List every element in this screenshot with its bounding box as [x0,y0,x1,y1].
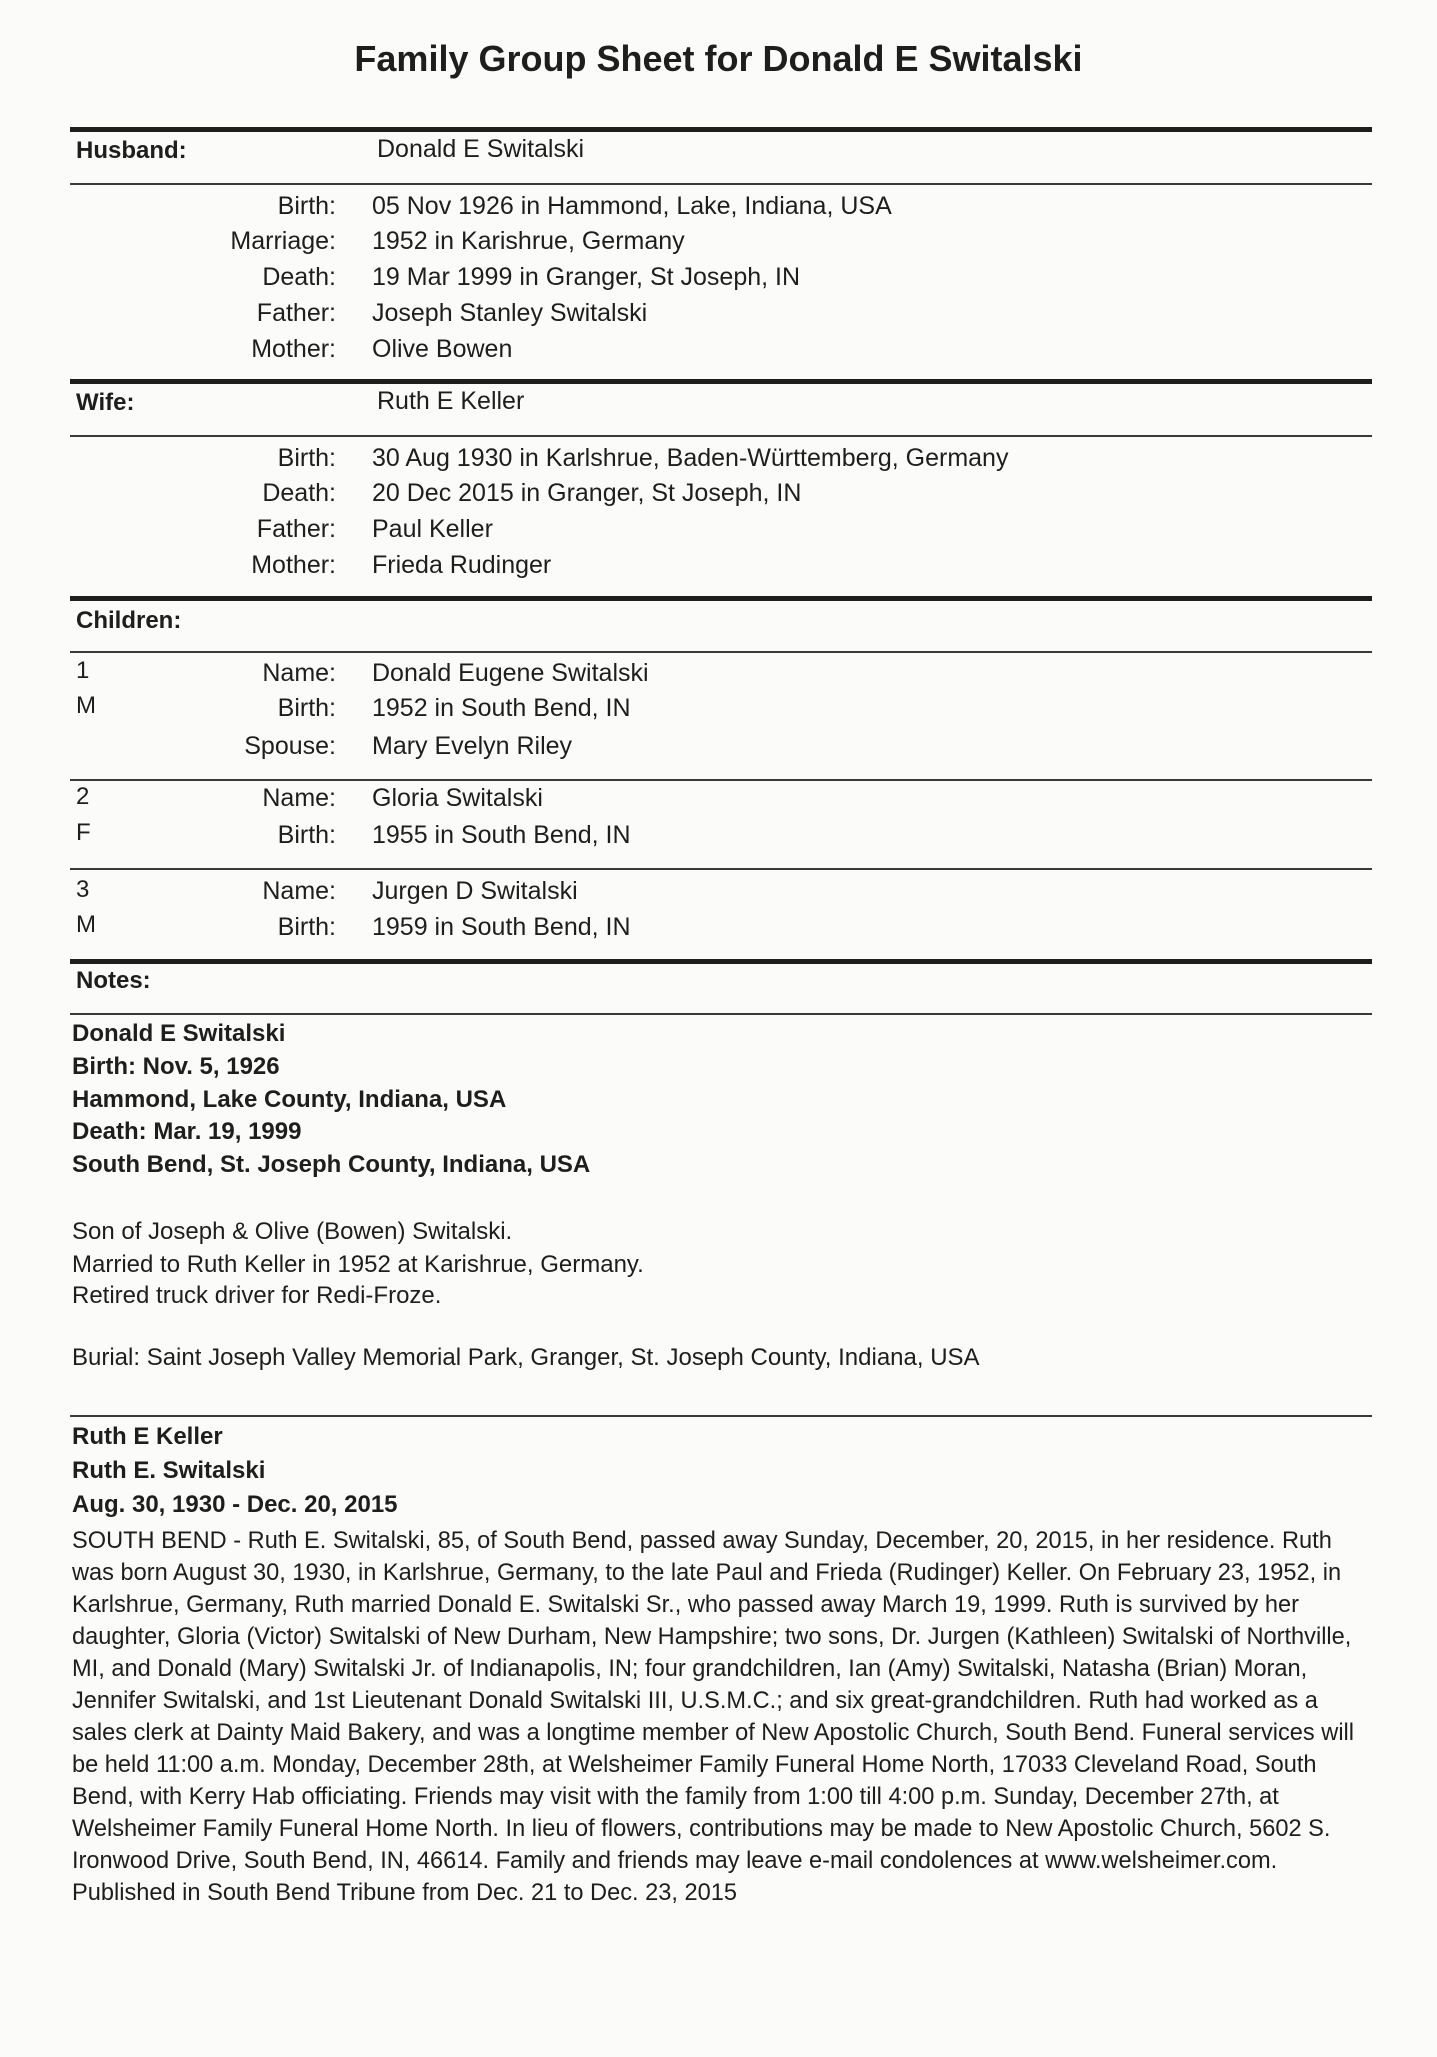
note-donald-birthplace: Hammond, Lake County, Indiana, USA [72,1086,507,1113]
husband-death-label: Death: [262,263,336,291]
child-3-sex: M [76,911,96,938]
notes-label: Notes: [76,967,151,994]
note-ruth-dates: Aug. 30, 1930 - Dec. 20, 2015 [72,1491,398,1518]
child-2-sex: F [76,819,91,846]
wife-mother-label: Mother: [251,551,336,579]
divider [70,651,1372,653]
child-3-name-label: Name: [262,877,336,905]
child-1-name-value: Donald Eugene Switalski [372,659,649,687]
note-donald-line: Son of Joseph & Olive (Bowen) Switalski. [72,1218,513,1245]
section-divider [70,596,1372,601]
note-donald-birth: Birth: Nov. 5, 1926 [72,1053,280,1080]
child-2-number: 2 [76,783,90,810]
husband-birth-label: Birth: [277,192,336,220]
child-1-spouse-label: Spouse: [244,732,336,760]
husband-mother-label: Mother: [251,335,336,363]
wife-mother-value: Frieda Rudinger [372,551,552,579]
wife-father-value: Paul Keller [372,515,493,543]
wife-death-label: Death: [262,479,336,507]
child-3-birth-value: 1959 in South Bend, IN [372,913,631,941]
section-divider [70,959,1372,964]
note-donald-burial: Burial: Saint Joseph Valley Memorial Park, Granger, St. Joseph County, Indiana, USA [72,1344,980,1371]
page-title: Family Group Sheet for Donald E Switalski [354,38,1083,79]
child-2-name-value: Gloria Switalski [372,784,543,812]
divider [70,183,1372,185]
husband-father-label: Father: [256,299,336,327]
husband-death-value: 19 Mar 1999 in Granger, St Joseph, IN [372,263,801,291]
note-ruth-married-name: Ruth E. Switalski [72,1457,266,1484]
divider [70,779,1372,781]
divider [70,868,1372,870]
note-donald-line: Retired truck driver for Redi-Froze. [72,1282,442,1309]
wife-father-label: Father: [256,515,336,543]
child-2-birth-label: Birth: [277,821,336,849]
wife-death-value: 20 Dec 2015 in Granger, St Joseph, IN [372,479,802,507]
child-3-name-value: Jurgen D Switalski [372,877,578,905]
note-donald-death: Death: Mar. 19, 1999 [72,1118,302,1145]
child-3-number: 3 [76,876,90,903]
note-donald-deathplace: South Bend, St. Joseph County, Indiana, USA [72,1151,591,1178]
note-donald-line: Married to Ruth Keller in 1952 at Karishrue, Germany. [72,1251,644,1278]
husband-label: Husband: [76,137,187,164]
husband-marriage-label: Marriage: [230,227,336,255]
husband-father-value: Joseph Stanley Switalski [372,299,648,327]
child-1-name-label: Name: [262,659,336,687]
children-label: Children: [76,607,182,634]
divider [70,1013,1372,1015]
child-2-name-label: Name: [262,784,336,812]
wife-birth-value: 30 Aug 1930 in Karlshrue, Baden-Württemberg, Germany [372,444,1009,472]
child-1-birth-value: 1952 in South Bend, IN [372,694,631,722]
wife-birth-label: Birth: [277,444,336,472]
wife-label: Wife: [76,389,135,416]
husband-birth-value: 05 Nov 1926 in Hammond, Lake, Indiana, USA [372,192,892,220]
divider [70,1415,1372,1417]
divider [70,435,1372,437]
note-donald-heading: Donald E Switalski [72,1020,286,1047]
note-ruth-heading: Ruth E Keller [72,1423,223,1450]
child-1-birth-label: Birth: [277,694,336,722]
wife-name: Ruth E Keller [377,387,525,415]
husband-mother-value: Olive Bowen [372,335,513,363]
child-1-spouse-value: Mary Evelyn Riley [372,732,573,760]
child-2-birth-value: 1955 in South Bend, IN [372,821,631,849]
note-ruth-obituary: SOUTH BEND - Ruth E. Switalski, 85, of South Bend, passed away Sunday, December, 20, 2015, in her residence. Ruth was born August 30, 1930, in Karlshrue, Germany, to the late Paul and Frieda (Rudinger) Keller. On February 23, 1952, in Karlshrue, Germany, Ruth married Donald E. Switalski Sr., who passed away March 19, 1999. Ruth is survived by her daughter, Gloria (Victor) Switalski of New Durham, New Hampshire; two sons, Dr. Jurgen (Kathleen) Switalski of Northville, MI, and Donald (Mary) Switalski Jr. of Indianapolis, IN; four grandchildren, Ian (Amy) Switalski, Natasha (Brian) Moran, Jennifer Switalski, and 1st Lieutenant Donald Switalski III, U.S.M.C.; and six great-grandchildren. Ruth had worked as a sales clerk at Dainty Maid Bakery, and was a longtime member of New Apostolic Church, South Bend. Funeral services will be held 11:00 a.m. Monday, December 28th, at Welsheimer Family Funeral Home North, 17033 Cleveland Road, South Bend, with Kerry Hab officiating. Friends may visit with the family from 1:00 till 4:00 p.m. Sunday, December 27th, at Welsheimer Family Funeral Home North. In lieu of flowers, contributions may be made to New Apostolic Church, 5602 S. Ironwood Drive, South Bend, IN, 46614. Family and friends may leave e-mail condolences at www.welsheimer.com. Published in South Bend Tribune from Dec. 21 to Dec. 23, 2015 [72,1528,1355,1906]
child-1-sex: M [76,692,96,719]
child-3-birth-label: Birth: [277,913,336,941]
husband-name: Donald E Switalski [377,135,585,163]
child-1-number: 1 [76,657,90,684]
section-divider [70,127,1372,132]
section-divider [70,379,1372,384]
husband-marriage-value: 1952 in Karishrue, Germany [372,227,685,255]
